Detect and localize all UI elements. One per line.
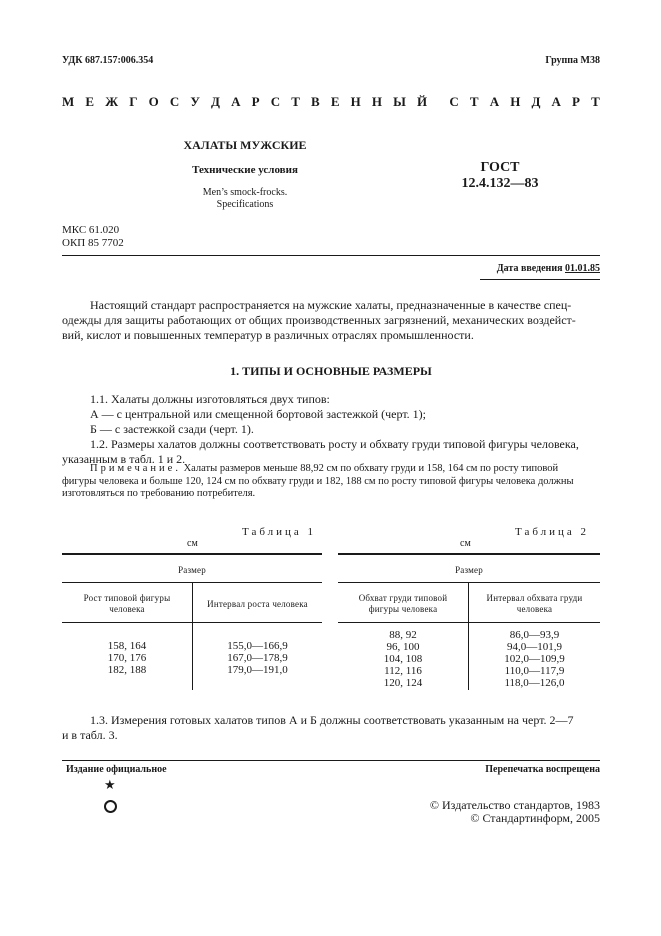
clause-1-3-line: и в табл. 3.	[62, 728, 118, 742]
clause-1-2-cont: указанным в табл. 1 и 2.	[62, 452, 186, 466]
banner-letter: А	[551, 94, 561, 109]
banner-letter: Н	[371, 94, 382, 109]
banner-letter: Е	[330, 94, 340, 109]
banner-letter: Н	[350, 94, 361, 109]
reprint-notice: Перепечатка воспрещена	[485, 764, 600, 775]
table-cell: 158, 164	[107, 640, 147, 652]
table1-col1-header-line: Рост типовой фигуры	[83, 593, 171, 603]
banner-letter: В	[311, 94, 320, 109]
table2-unit: см	[460, 538, 471, 549]
table-cell: 118,0—126,0	[504, 677, 565, 689]
banner-letter: Ж	[105, 94, 119, 109]
star-icon: ★	[104, 777, 116, 792]
intro-line: одежды для защиты работающих от общих производственных загрязнений, механических воздейст-	[62, 313, 576, 327]
intro-line: Настоящий стандарт распространяется на мужские халаты, предназначенные в качестве спец-	[90, 298, 572, 312]
note-line: Халаты размеров меньше 88,92 см по обхвату груди и 158, 164 см по росту типовой	[183, 463, 559, 474]
table2-col2-header	[469, 593, 600, 615]
circle-mark-icon	[104, 800, 117, 813]
table2-col1	[338, 629, 468, 689]
table-cell: 96, 100	[386, 641, 420, 653]
banner-letter: Д	[531, 94, 541, 109]
table-cell: 88, 92	[389, 629, 417, 641]
gost-number: 12.4.132—83	[461, 176, 539, 191]
table1-col2	[193, 640, 322, 676]
banner-letter: Г	[129, 94, 138, 109]
copyright-2: © Стандартинформ, 2005	[470, 811, 600, 825]
table2-col2-header-line: человека	[516, 604, 553, 614]
banner-letter: М	[62, 94, 75, 109]
table1-col2-header: Интервал роста человека	[207, 599, 308, 609]
note-block	[62, 463, 600, 501]
table2-col1-header	[338, 593, 468, 615]
banner-letter: У	[190, 94, 200, 109]
copyright-1: © Издательство стандартов, 1983	[429, 798, 600, 812]
table-cell: 179,0—191,0	[227, 664, 288, 676]
table-cell: 182, 188	[107, 664, 147, 676]
banner-letter: Т	[291, 94, 300, 109]
intro-date-value: 01.01.85	[565, 263, 600, 274]
banner-letter: Е	[85, 94, 95, 109]
okp-code: ОКП 85 7702	[62, 237, 124, 249]
banner-letter: Р	[251, 94, 260, 109]
table-cell: 155,0—166,9	[227, 640, 288, 652]
type-b-line: Б — с застежкой сзади (черт. 1).	[90, 422, 254, 436]
table2-col1-header-line: фигуры человека	[368, 604, 438, 614]
table-cell: 94,0—101,9	[507, 641, 562, 653]
footer-rule	[62, 760, 600, 761]
table-cell: 167,0—178,9	[227, 652, 288, 664]
table1-col1-header-line: человека	[109, 604, 145, 614]
table2-col1-header-line: Обхват груди типовой	[358, 593, 448, 603]
gost-label: ГОСТ	[480, 160, 520, 175]
type-a-line: А — с центральной или смещенной бортовой застежкой (черт. 1);	[90, 407, 427, 421]
table-cell: 112, 116	[384, 665, 422, 677]
intro-paragraph	[62, 298, 600, 343]
table-cell: 110,0—117,9	[504, 665, 565, 677]
note-line: изготовляться по требованию потребителя.	[62, 488, 256, 499]
clause-1-2: 1.2. Размеры халатов должны соответствовать росту и обхвату груди типовой фигуры человека,	[90, 437, 579, 451]
table2-group-header: Размер	[455, 565, 483, 575]
banner-letter: Ы	[393, 94, 406, 109]
table2-caption: Таблица 2	[515, 526, 590, 538]
mks-code: МКС 61.020	[62, 224, 120, 236]
standard-title: ХАЛАТЫ МУЖСКИЕ	[183, 138, 307, 152]
table2-col2-header-line: Интервал обхвата груди	[486, 593, 583, 603]
divider-date	[480, 279, 600, 280]
table1-header-rule	[62, 622, 322, 623]
english-title-2: Specifications	[216, 199, 274, 210]
banner-letter: Н	[510, 94, 521, 109]
table-cell: 86,0—93,9	[509, 629, 560, 641]
table-cell: 104, 108	[383, 653, 423, 665]
table1-col1-header	[62, 593, 192, 615]
udk-code: УДК 687.157:006.354	[62, 55, 154, 66]
banner-letter: Р	[572, 94, 580, 109]
table-cell: 120, 124	[383, 677, 423, 689]
intro-date	[497, 263, 600, 275]
note-line: фигуры человека и больше 120, 124 см по обхвату груди и 182, 188 см по росту типовой фигуры человека должны	[62, 475, 574, 487]
banner-letter: Д	[211, 94, 220, 109]
table-cell: 170, 176	[107, 652, 147, 664]
banner-letter: Т	[591, 94, 600, 109]
intro-line: вий, кислот и повышенных температур в различных отраслях промышленности.	[62, 328, 474, 342]
intro-date-label: Дата введения	[496, 263, 563, 274]
clause-1-1: 1.1. Халаты должны изготовляться двух типов:	[90, 392, 330, 406]
standard-subtitle: Технические условия	[192, 164, 298, 176]
table2-header-rule	[338, 622, 600, 623]
english-title-1: Men’s smock-frocks.	[202, 187, 288, 198]
banner-letter: С	[449, 94, 459, 109]
standard-banner	[62, 94, 600, 110]
banner-letter: С	[169, 94, 180, 109]
official-edition: Издание официальное	[66, 764, 167, 775]
table1-group-header: Размер	[178, 565, 206, 575]
banner-letter: Т	[469, 94, 479, 109]
table2-top-rule	[338, 553, 600, 555]
table1-unit: см	[187, 538, 198, 549]
table2-mid-rule	[338, 582, 600, 583]
section1-body	[62, 392, 600, 467]
banner-letter: Й	[417, 94, 428, 109]
note-label: Примечание.	[90, 463, 181, 474]
clause-1-3	[62, 713, 600, 743]
clause-1-3-line: 1.3. Измерения готовых халатов типов А и Б должны соответствовать указанным на черт. 2—7	[90, 713, 574, 727]
table1-caption: Таблица 1	[242, 526, 317, 538]
table1-col1	[62, 640, 192, 676]
banner-letter: О	[148, 94, 159, 109]
group-code: Группа М38	[545, 55, 600, 66]
table-cell: 102,0—109,9	[504, 653, 565, 665]
divider-top	[62, 255, 600, 256]
table2-col2	[469, 629, 600, 689]
banner-letter: А	[489, 94, 500, 109]
table1-top-rule	[62, 553, 322, 555]
section-heading: 1. ТИПЫ И ОСНОВНЫЕ РАЗМЕРЫ	[230, 364, 432, 378]
banner-letter: С	[270, 94, 281, 109]
banner-letter: А	[231, 94, 241, 109]
